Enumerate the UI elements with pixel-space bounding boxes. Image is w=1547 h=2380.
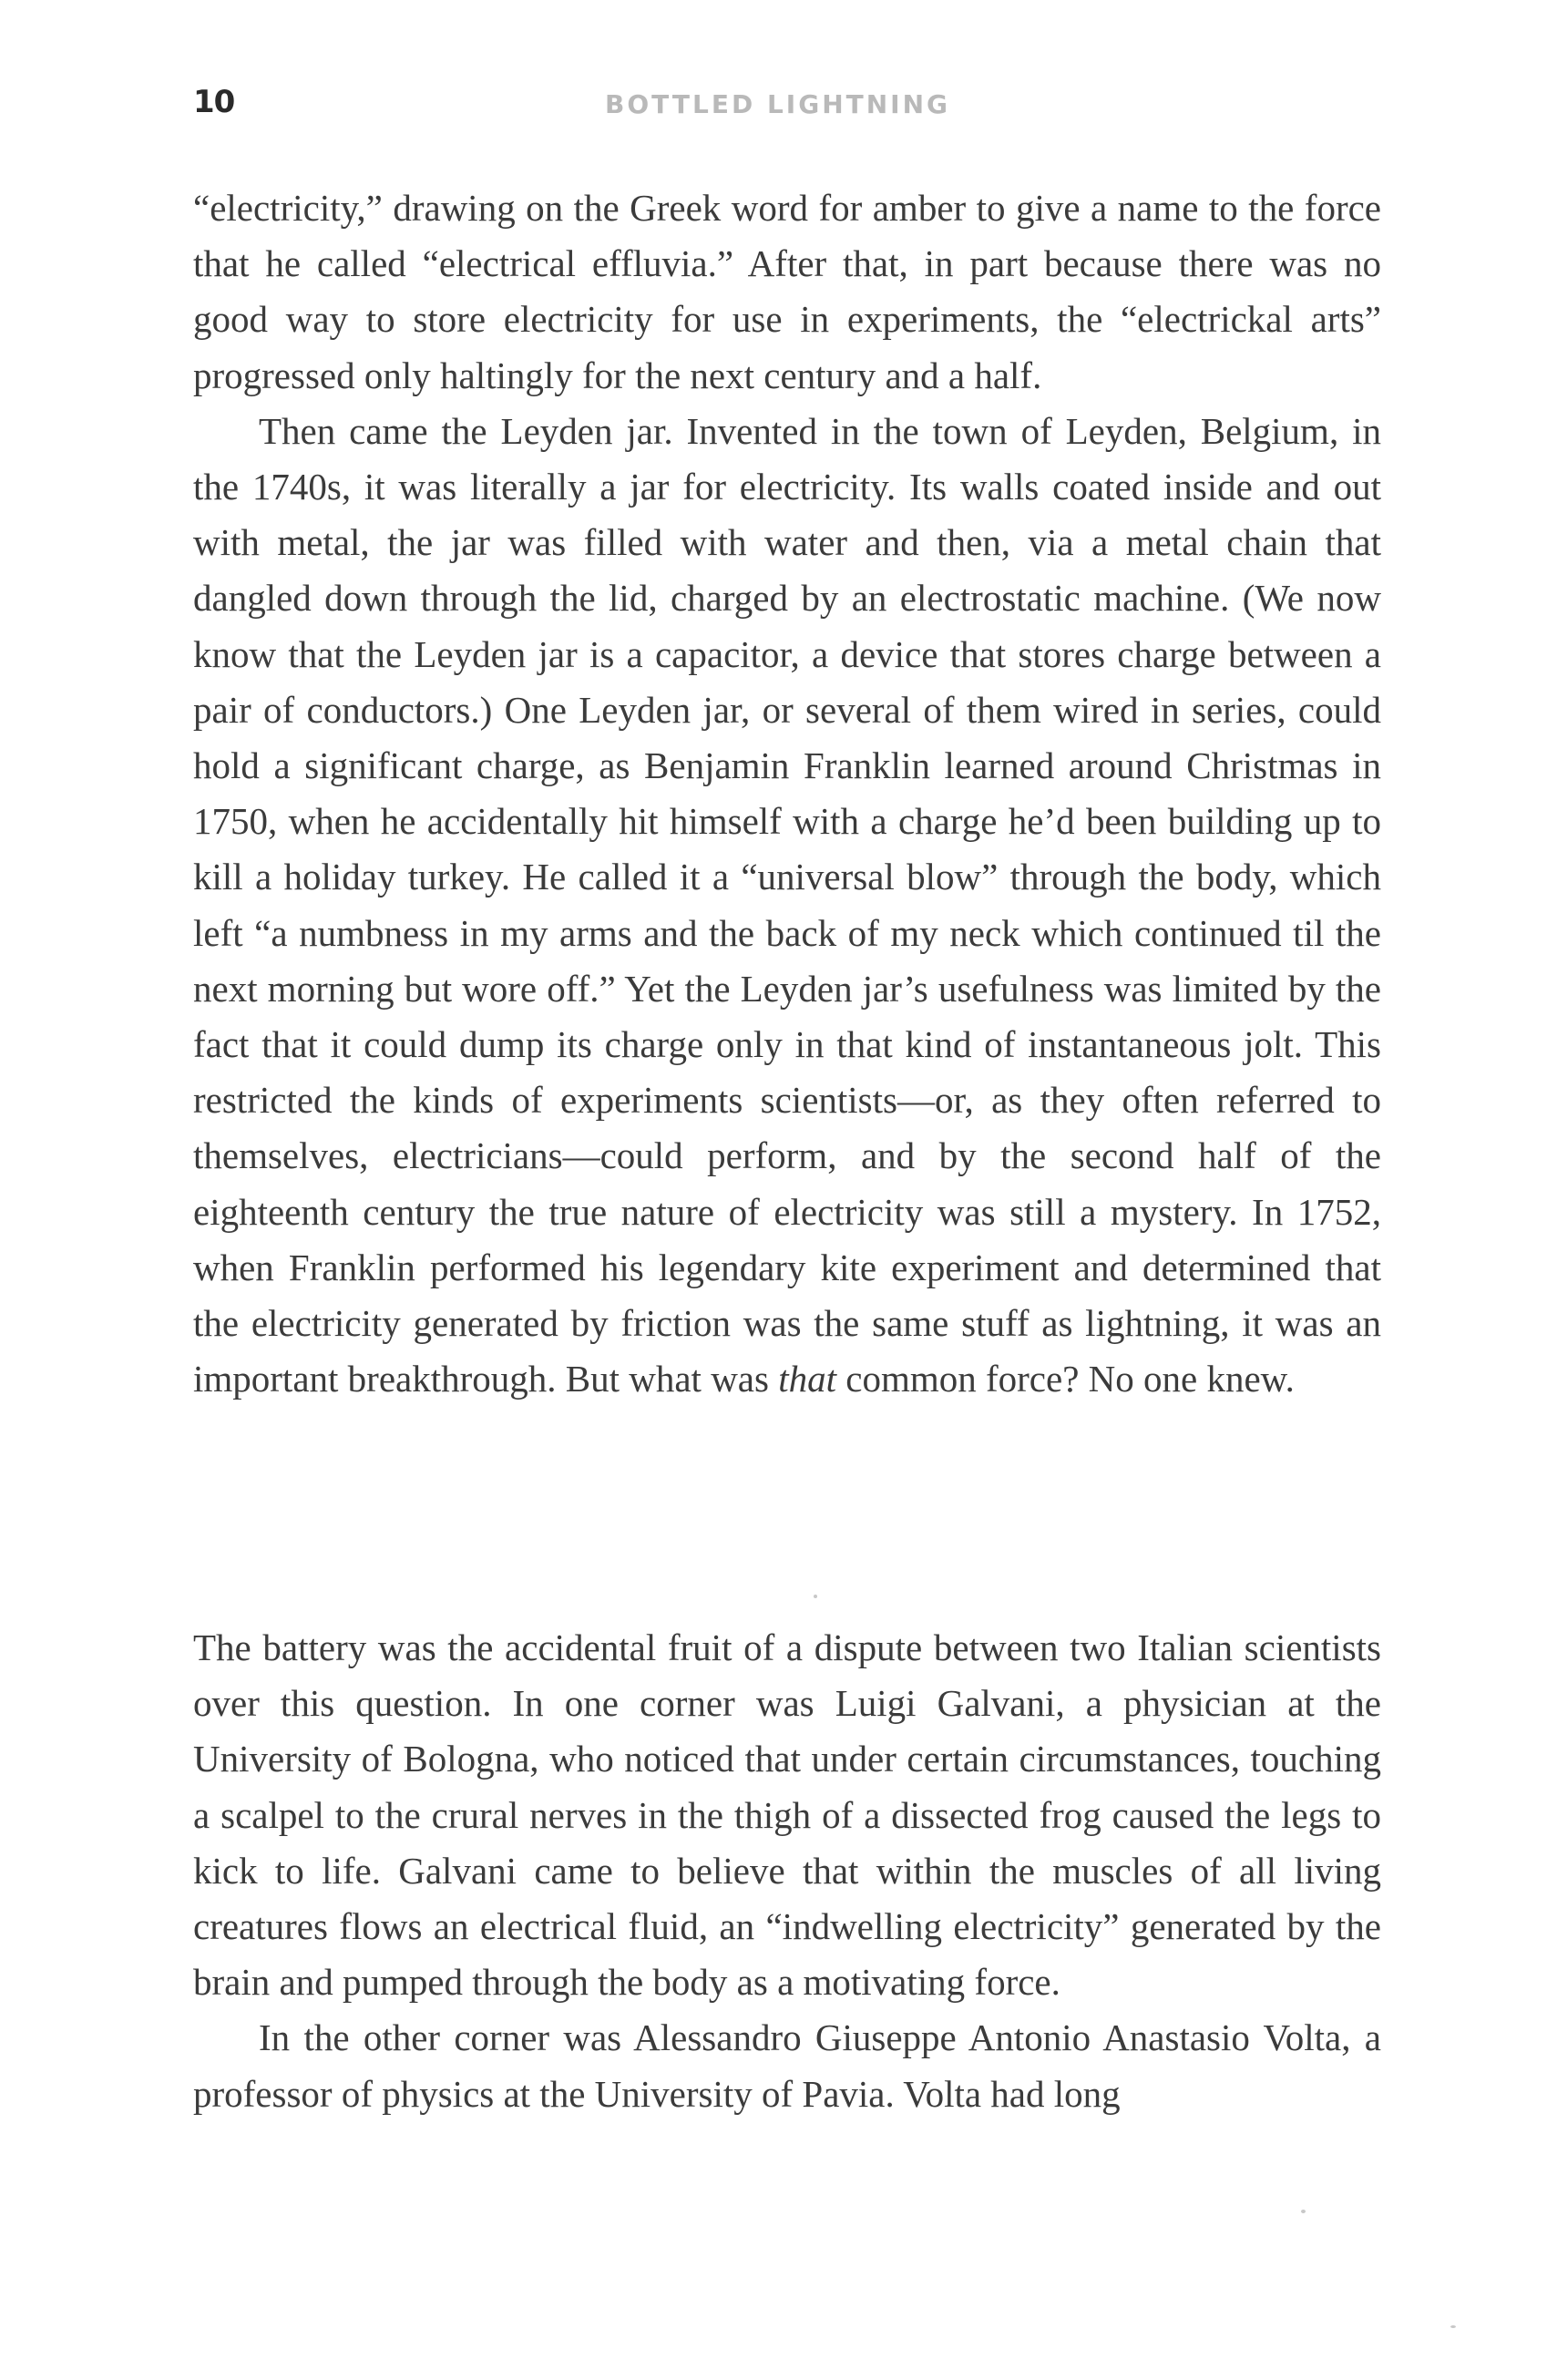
book-title: BOTTLED LIGHTNING xyxy=(605,89,950,119)
scan-speck xyxy=(1301,2210,1306,2213)
paragraph-volta: In the other corner was Alessandro Giuseppe Antonio Anastasio Volta, a professor of physics at the University of Pavia. Volta had long xyxy=(193,2016,1381,2115)
scan-speck xyxy=(1450,2325,1456,2328)
paragraph-electricity: “electricity,” drawing on the Greek word for amber to give a name to the force that he called “electrical effluvia.” After that, in part because there was no good way to store electricity for use in experiments, the “electrickal arts” progressed only haltingly for the next century and a half. xyxy=(193,187,1381,396)
running-head xyxy=(193,84,1378,138)
paragraph-leyden-jar-text: Then came the Leyden jar. Invented in the town of Leyden, Belgium, in the 1740s, it was literally a jar for electricity. Its walls coated inside and out with metal, the jar was filled with water and then, via a metal chain that dangled down through the lid, charged by an electrostatic machine. (We now know that the Leyden jar is a capacitor, a device that stores charge between a pair of conductors.) One Leyden jar, or several of them wired in series, could hold a significant charge, as Benjamin Franklin learned around Christmas in 1750, when he accidentally hit himself with a charge he’d been building up to kill a holiday turkey. He called it a “universal blow” through the body, which left “a numbness in my arms and the back of my neck which continued til the next morning but wore off.” Yet the Leyden jar’s usefulness was limited by the fact that it could dump its charge only in that kind of instantaneous jolt. This restricted the kinds of experiments scientists—or, as they often referred to themselves, electricians—could perform, and by the second half of the eighteenth century the true nature of electricity was still a mystery. In 1752, when Franklin performed his legendary kite experiment and determined that the electricity generated by friction was the same stuff as lightning, it was an important breakthrough. But what was xyxy=(193,409,1381,1400)
paragraph-leyden-jar xyxy=(193,404,1381,1408)
page-number: 10 xyxy=(193,84,235,120)
emphasis-that: that xyxy=(778,1358,837,1400)
section-2 xyxy=(193,1620,1381,2122)
paragraph-battery: The battery was the accidental fruit of a dispute between two Italian scientists over this question. In one corner was Luigi Galvani, a physician at the University of Bologna, who noticed that under certain circumstances, touching a scalpel to the crural nerves in the thigh of a dissected frog caused the legs to kick to life. Galvani came to believe that within the muscles of all living creatures flows an electrical fluid, an “indwelling electricity” generated by the brain and pumped through the body as a motivating force. xyxy=(193,1626,1381,2004)
paragraph-leyden-jar-end: common force? No one knew. xyxy=(836,1358,1295,1400)
section-1 xyxy=(193,180,1381,1407)
scan-speck xyxy=(814,1595,817,1598)
